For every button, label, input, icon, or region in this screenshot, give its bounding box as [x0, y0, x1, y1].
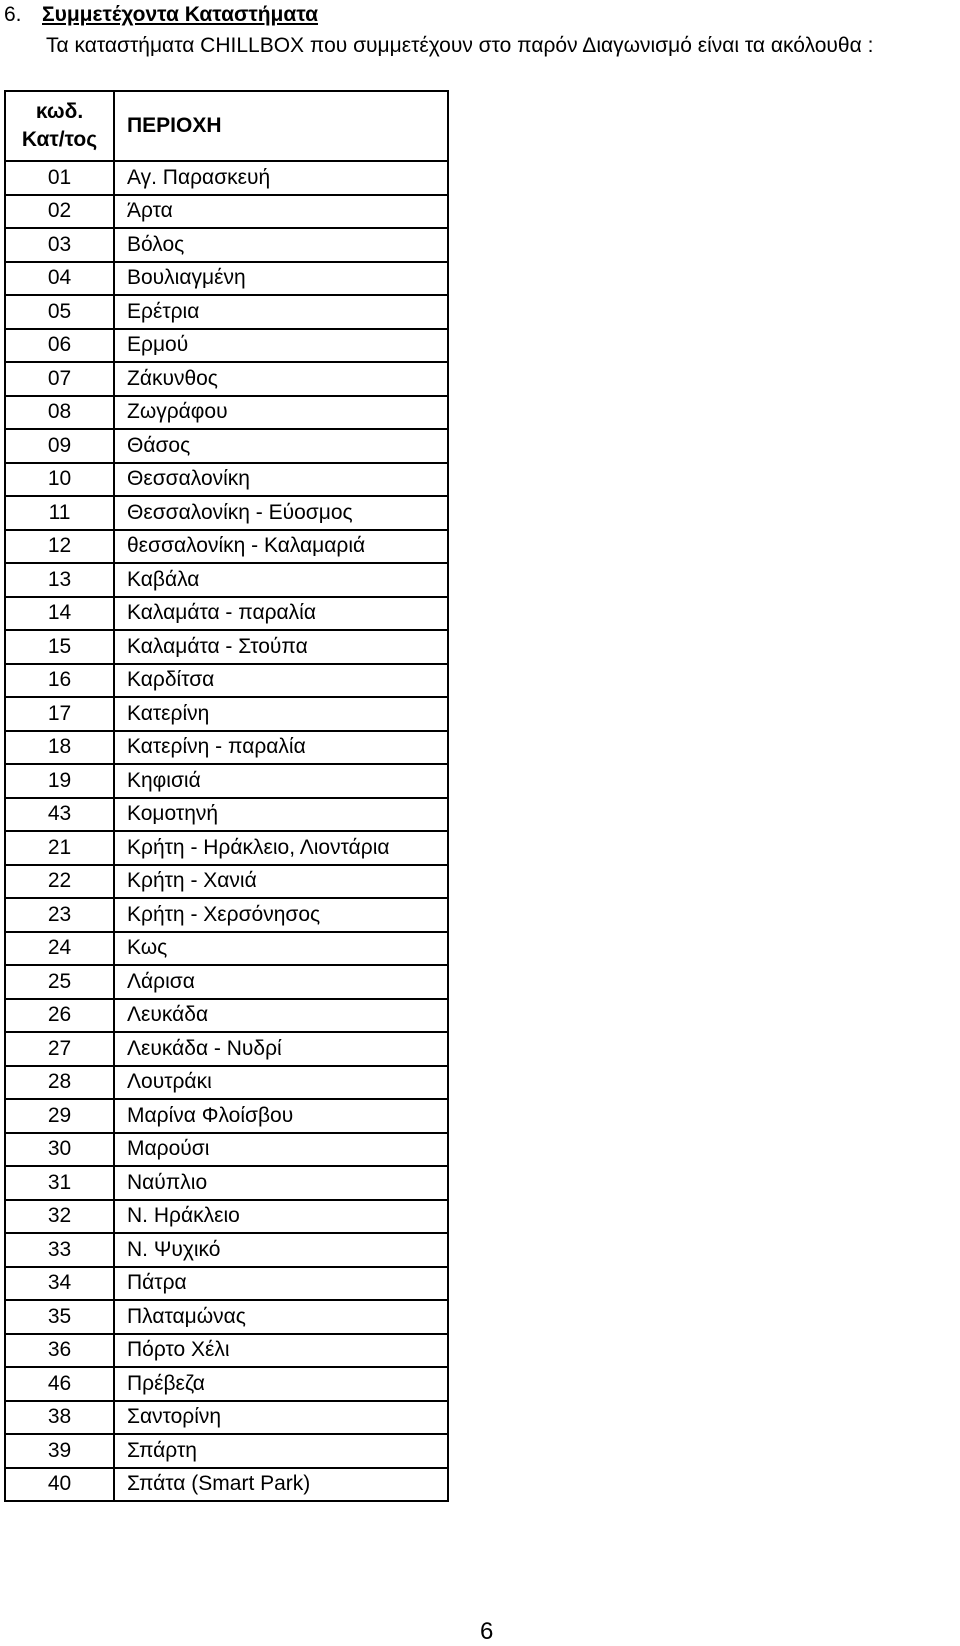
- table-row: [5, 1334, 448, 1368]
- store-code-cell: 04: [5, 262, 114, 296]
- store-code-cell: 26: [5, 999, 114, 1033]
- store-code-cell: 43: [5, 798, 114, 832]
- store-area-cell: Ζωγράφου: [114, 396, 448, 430]
- store-area-cell: Ν. Ψυχικό: [114, 1233, 448, 1267]
- table-body: [5, 161, 448, 1501]
- table-row: [5, 161, 448, 195]
- store-code-cell: 14: [5, 597, 114, 631]
- store-code-cell: 33: [5, 1233, 114, 1267]
- table-row: [5, 1300, 448, 1334]
- store-code-cell: 36: [5, 1334, 114, 1368]
- store-code-cell: 29: [5, 1099, 114, 1133]
- store-code-cell: 06: [5, 329, 114, 363]
- store-code-cell: 35: [5, 1300, 114, 1334]
- store-area-cell: Σπάτα (Smart Park): [114, 1468, 448, 1502]
- store-area-cell: Θεσσαλονίκη - Εύοσμος: [114, 496, 448, 530]
- store-code-cell: 17: [5, 697, 114, 731]
- section-number: 6.: [4, 3, 22, 26]
- table-row: [5, 195, 448, 229]
- store-area-cell: Πρέβεζα: [114, 1367, 448, 1401]
- store-area-cell: Μαρίνα Φλοίσβου: [114, 1099, 448, 1133]
- store-code-cell: 21: [5, 831, 114, 865]
- store-area-cell: Καβάλα: [114, 563, 448, 597]
- table-row: [5, 1267, 448, 1301]
- table-row: [5, 429, 448, 463]
- table-row: [5, 932, 448, 966]
- store-area-cell: Πλαταμώνας: [114, 1300, 448, 1334]
- table-row: [5, 831, 448, 865]
- table-row: [5, 597, 448, 631]
- table-row: [5, 865, 448, 899]
- table-row: [5, 1468, 448, 1502]
- table-header: [5, 91, 448, 161]
- store-code-cell: 16: [5, 664, 114, 698]
- table-row: [5, 396, 448, 430]
- store-area-cell: Λάρισα: [114, 965, 448, 999]
- store-area-cell: Κηφισιά: [114, 764, 448, 798]
- table-row: [5, 1099, 448, 1133]
- store-code-cell: 15: [5, 630, 114, 664]
- store-code-cell: 12: [5, 530, 114, 564]
- header-row: [5, 91, 448, 161]
- store-code-cell: 32: [5, 1200, 114, 1234]
- store-code-cell: 05: [5, 295, 114, 329]
- page-number: 6: [480, 1618, 494, 1645]
- section-intro: Τα καταστήματα CHILLBOX που συμμετέχουν στο παρόν Διαγωνισμό είναι τα ακόλουθα :: [46, 34, 874, 57]
- store-area-cell: Βόλος: [114, 228, 448, 262]
- store-code-cell: 18: [5, 731, 114, 765]
- code-header-line2: Κατ/τος: [21, 128, 98, 151]
- table-row: [5, 798, 448, 832]
- store-area-cell: Θεσσαλονίκη: [114, 463, 448, 497]
- store-area-cell: Ερέτρια: [114, 295, 448, 329]
- table-row: [5, 1066, 448, 1100]
- table-row: [5, 630, 448, 664]
- store-code-cell: 11: [5, 496, 114, 530]
- store-code-cell: 13: [5, 563, 114, 597]
- store-area-cell: θεσσαλονίκη - Καλαμαριά: [114, 530, 448, 564]
- table-row: [5, 697, 448, 731]
- store-code-cell: 07: [5, 362, 114, 396]
- store-area-cell: Ζάκυνθος: [114, 362, 448, 396]
- store-code-cell: 10: [5, 463, 114, 497]
- store-area-cell: Ναύπλιο: [114, 1166, 448, 1200]
- store-area-cell: Ν. Ηράκλειο: [114, 1200, 448, 1234]
- store-code-cell: 34: [5, 1267, 114, 1301]
- table-row: [5, 1133, 448, 1167]
- store-area-cell: Σαντορίνη: [114, 1401, 448, 1435]
- table-row: [5, 530, 448, 564]
- store-area-cell: Λευκάδα: [114, 999, 448, 1033]
- store-area-cell: Πάτρα: [114, 1267, 448, 1301]
- table-row: [5, 965, 448, 999]
- table-row: [5, 1401, 448, 1435]
- code-column-header: [5, 91, 114, 161]
- store-code-cell: 31: [5, 1166, 114, 1200]
- store-code-cell: 30: [5, 1133, 114, 1167]
- store-code-cell: 40: [5, 1468, 114, 1502]
- store-code-cell: 27: [5, 1032, 114, 1066]
- store-area-cell: Κρήτη - Χερσόνησος: [114, 898, 448, 932]
- table-row: [5, 731, 448, 765]
- store-area-cell: Μαρούσι: [114, 1133, 448, 1167]
- store-code-cell: 25: [5, 965, 114, 999]
- store-area-cell: Ερμού: [114, 329, 448, 363]
- store-area-cell: Θάσος: [114, 429, 448, 463]
- store-code-cell: 23: [5, 898, 114, 932]
- store-area-cell: Άρτα: [114, 195, 448, 229]
- store-area-cell: Κρήτη - Χανιά: [114, 865, 448, 899]
- store-area-cell: Κατερίνη - παραλία: [114, 731, 448, 765]
- store-code-cell: 28: [5, 1066, 114, 1100]
- store-area-cell: Καλαμάτα - Στούπα: [114, 630, 448, 664]
- table-row: [5, 1032, 448, 1066]
- store-code-cell: 46: [5, 1367, 114, 1401]
- table-row: [5, 329, 448, 363]
- table-row: [5, 764, 448, 798]
- store-area-cell: Κως: [114, 932, 448, 966]
- table-row: [5, 999, 448, 1033]
- table-row: [5, 1367, 448, 1401]
- store-code-cell: 01: [5, 161, 114, 195]
- table-row: [5, 1434, 448, 1468]
- table-row: [5, 1200, 448, 1234]
- store-code-cell: 09: [5, 429, 114, 463]
- store-area-cell: Κομοτηνή: [114, 798, 448, 832]
- store-area-cell: Καλαμάτα - παραλία: [114, 597, 448, 631]
- store-code-cell: 24: [5, 932, 114, 966]
- store-area-cell: Βουλιαγμένη: [114, 262, 448, 296]
- store-code-cell: 08: [5, 396, 114, 430]
- section-title: Συμμετέχοντα Καταστήματα: [42, 3, 319, 26]
- area-column-header: ΠΕΡΙΟΧΗ: [114, 91, 448, 161]
- table-row: [5, 496, 448, 530]
- store-code-cell: 19: [5, 764, 114, 798]
- store-area-cell: Κατερίνη: [114, 697, 448, 731]
- store-code-cell: 02: [5, 195, 114, 229]
- store-code-cell: 03: [5, 228, 114, 262]
- stores-table: [4, 90, 449, 1502]
- table-row: [5, 898, 448, 932]
- store-area-cell: Λευκάδα - Νυδρί: [114, 1032, 448, 1066]
- table-row: [5, 563, 448, 597]
- store-area-cell: Πόρτο Χέλι: [114, 1334, 448, 1368]
- table-row: [5, 1233, 448, 1267]
- store-area-cell: Κρήτη - Ηράκλειο, Λιοντάρια: [114, 831, 448, 865]
- store-code-cell: 22: [5, 865, 114, 899]
- store-area-cell: Σπάρτη: [114, 1434, 448, 1468]
- table-row: [5, 228, 448, 262]
- table-row: [5, 362, 448, 396]
- store-area-cell: Αγ. Παρασκευή: [114, 161, 448, 195]
- section-heading: [4, 1, 318, 29]
- store-code-cell: 38: [5, 1401, 114, 1435]
- table-row: [5, 1166, 448, 1200]
- table-row: [5, 295, 448, 329]
- store-area-cell: Λουτράκι: [114, 1066, 448, 1100]
- store-area-cell: Καρδίτσα: [114, 664, 448, 698]
- table-row: [5, 664, 448, 698]
- store-code-cell: 39: [5, 1434, 114, 1468]
- table-row: [5, 463, 448, 497]
- code-header-line1: κωδ.: [35, 100, 84, 123]
- table-row: [5, 262, 448, 296]
